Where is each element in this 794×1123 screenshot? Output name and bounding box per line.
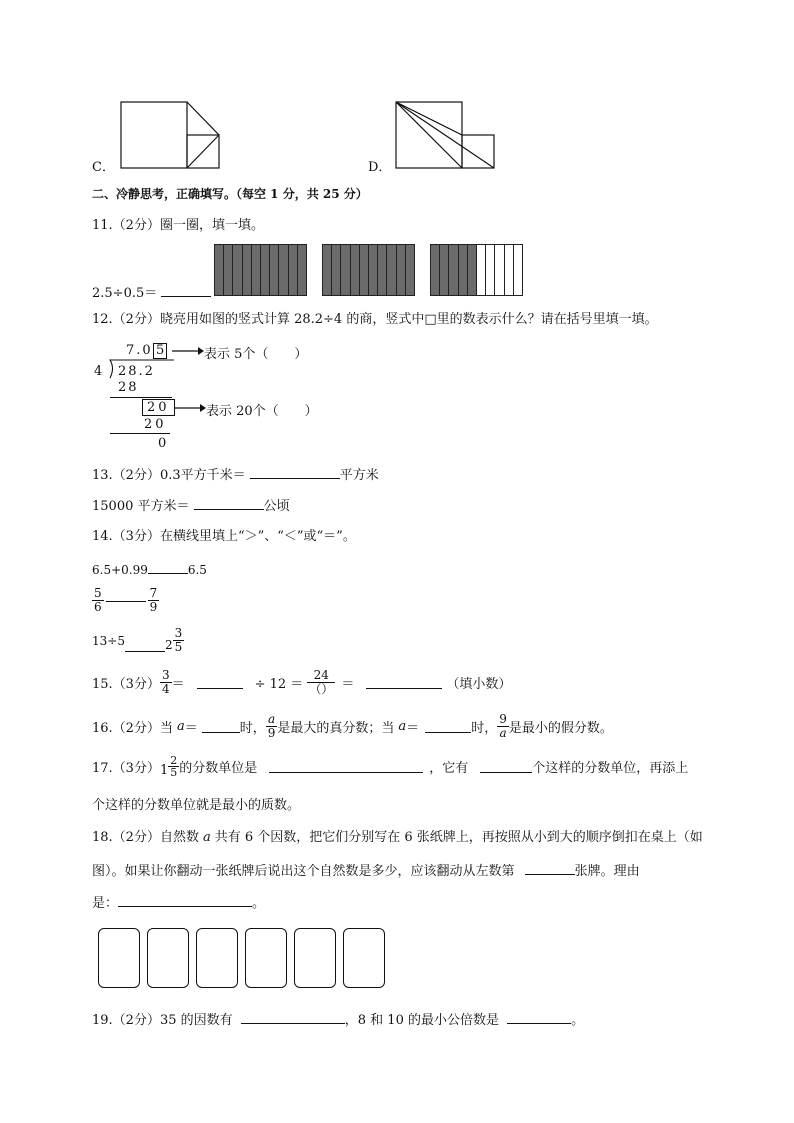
q11-expression	[92, 284, 211, 302]
q14-row1	[92, 561, 207, 578]
q16-p4: 是最大的真分数；当	[277, 721, 395, 736]
strip-segment	[243, 245, 252, 295]
face-down-card	[196, 928, 238, 988]
strip-segment	[397, 245, 406, 295]
q17-p2: ，它有	[429, 761, 469, 776]
frac-num: 2	[170, 754, 178, 767]
q16-p6: 时，	[471, 721, 498, 736]
q13-line2-suffix: 公顷	[263, 499, 290, 514]
q14-row2	[92, 587, 159, 614]
q16-p3: 时，	[239, 721, 266, 736]
frac-den: a	[499, 726, 507, 740]
q13-blank1[interactable]	[250, 466, 340, 479]
strip-segment	[360, 245, 369, 295]
q13-line1	[92, 466, 379, 484]
q15-frac	[160, 669, 172, 696]
q13-line2-prefix: 15000 平方米＝	[92, 499, 190, 514]
strip-segment	[270, 245, 279, 295]
q18-line1-b: 共有 6 个因数，把它们分别写在 6 张纸牌上，再按照从小到大的顺序倒扣在桌上（如	[214, 830, 703, 845]
q15-div: ÷ 12 ＝	[254, 677, 304, 692]
q18-line3-b: 。	[252, 896, 266, 911]
strip-segment	[341, 245, 350, 295]
q13-line2	[92, 497, 290, 515]
option-c-label: C．	[92, 160, 115, 175]
q17-blank2[interactable]	[480, 760, 532, 773]
strip-segment	[440, 245, 449, 295]
face-down-card	[343, 928, 385, 988]
q17-line2: 个这样的分数单位就是最小的质数。	[92, 798, 301, 813]
q14-row2-left-frac	[92, 587, 104, 614]
frac-num: 7	[149, 586, 158, 600]
q12-step3: 20	[144, 417, 167, 432]
strip-segment	[378, 245, 387, 295]
q16-frac2	[497, 713, 509, 740]
frac-num: 3	[161, 668, 170, 682]
strip-segment	[468, 245, 477, 295]
q15-suffix: （填小数）	[446, 677, 512, 692]
q13-line1-prefix: 13.（2分）0.3平方千米＝	[92, 468, 246, 483]
q18-line3	[92, 894, 265, 912]
q15-blank1[interactable]	[197, 676, 243, 689]
q17-mixed-whole: 1	[159, 763, 169, 778]
q19-blank1[interactable]	[241, 1011, 345, 1024]
strip-segment	[406, 245, 414, 295]
q11-text: 11.（2分）圈一圈，填一填。	[92, 218, 264, 233]
q12-rule-2	[110, 433, 170, 434]
q16-p5: ＝	[406, 721, 420, 736]
frac-den: 6	[94, 600, 102, 614]
q17-p1: 的分数单位是	[179, 761, 258, 776]
strip-segment	[252, 245, 261, 295]
q13-blank2[interactable]	[194, 497, 264, 510]
q18-line2	[92, 862, 640, 880]
q18-blank2[interactable]	[118, 894, 252, 907]
q17-p3: 个这样的分数单位，再添上	[532, 761, 689, 776]
strip-segment	[332, 245, 341, 295]
strip-segment	[459, 245, 468, 295]
strip-segment	[233, 245, 242, 295]
q18-line3-a: 是：	[92, 896, 119, 911]
q15-prefix: 15.（3分）	[92, 677, 160, 692]
q14-row1-left: 6.5+0.99	[92, 563, 148, 577]
q11-expr: 2.5÷0.5＝	[92, 286, 158, 301]
strip-segment	[369, 245, 378, 295]
q17-mixed-frac	[168, 755, 179, 778]
q16-p7: 是最小的假分数。	[508, 721, 613, 736]
q19-p3: 。	[571, 1013, 585, 1028]
strip-segment	[298, 245, 306, 295]
strip-segment	[495, 245, 504, 295]
strip-segment	[387, 245, 396, 295]
frac-num: a	[266, 713, 278, 727]
q14-row3-whole: 2	[164, 637, 173, 652]
q14-blank2[interactable]	[106, 600, 146, 602]
q17-row1	[92, 755, 688, 778]
frac-den: （）	[309, 682, 334, 696]
q12-dividend: 28.2	[118, 364, 155, 379]
option-c-figure	[118, 100, 224, 174]
q19-row	[92, 1011, 584, 1029]
option-d-figure	[394, 100, 498, 174]
q18-line1	[92, 830, 703, 846]
q17-prefix: 17.（3分）	[92, 761, 160, 776]
frac-den: 5	[170, 766, 178, 779]
q17-blank1[interactable]	[269, 760, 423, 773]
q12-quotient: 7.0	[126, 343, 153, 358]
option-d-label: D．	[368, 160, 392, 175]
section-title: 二、冷静思考，正确填写。（每空 1 分，共 25 分）	[92, 187, 368, 201]
frac-den: 9	[149, 600, 158, 614]
face-down-card	[245, 928, 287, 988]
q12-long-division	[92, 340, 332, 455]
option-c-svg	[118, 100, 224, 170]
q16-blank2[interactable]	[425, 720, 471, 733]
q15-eq: ＝	[171, 677, 185, 692]
q14-blank3[interactable]	[125, 639, 165, 652]
q18-line2-b: 张牌。理由	[574, 864, 640, 879]
q15-row	[92, 669, 511, 696]
q12-remainder: 0	[158, 436, 167, 451]
strip-segment	[279, 245, 288, 295]
q16-p2: ＝	[184, 721, 198, 736]
q18-line2-a: 图）。如果让你翻动一张纸牌后说出这个自然数是多少，应该翻动从左数第	[92, 864, 515, 879]
q15-blank2[interactable]	[366, 676, 442, 689]
q16-frac1	[266, 713, 278, 740]
strip-segment	[477, 245, 486, 295]
frac-num: 24	[307, 669, 335, 683]
face-down-card	[294, 928, 336, 988]
q14-row2-right-frac	[148, 587, 160, 614]
q12-note1: 表示 5个（ ）	[204, 347, 308, 362]
strip-segment	[261, 245, 270, 295]
q18-line1-a: 18.（2分）自然数	[92, 830, 199, 845]
strip-segment	[431, 245, 440, 295]
strip-segment	[505, 245, 514, 295]
strip-segment	[351, 245, 360, 295]
frac-den: 5	[174, 640, 183, 654]
q19-p2: ，8 和 10 的最小公倍数是	[344, 1013, 499, 1028]
q15-frac2	[307, 669, 335, 696]
q12-quotient-box: 5	[153, 343, 167, 359]
q11-strip-2	[322, 244, 415, 296]
q12-step1: 28	[118, 380, 139, 395]
q16-var-a: a	[176, 719, 185, 734]
frac-num: 5	[94, 586, 102, 600]
q14-row3-frac	[173, 627, 185, 654]
q19-p1: 19.（2分）35 的因数有	[92, 1013, 233, 1028]
q18-blank1[interactable]	[525, 862, 575, 875]
strip-segment	[323, 245, 332, 295]
frac-num: 9	[499, 712, 507, 726]
strip-segment	[215, 245, 224, 295]
strip-segment	[224, 245, 233, 295]
q18-var-a: a	[202, 830, 211, 845]
q16-row	[92, 713, 613, 740]
q14-row3	[92, 627, 184, 654]
frac-den: 9	[267, 726, 276, 740]
q12-note2: 表示 20个（ ）	[206, 404, 318, 419]
q19-blank2[interactable]	[507, 1011, 571, 1024]
q16-p1: 16.（2分）当	[92, 721, 173, 736]
strip-segment	[289, 245, 298, 295]
q16-var-a: a	[398, 719, 407, 734]
strip-segment	[449, 245, 458, 295]
face-down-card	[98, 928, 140, 988]
option-d-svg	[394, 100, 498, 170]
q11-answer-blank[interactable]	[161, 284, 211, 297]
arrow-right-icon	[174, 401, 206, 415]
q12-step2-box: 20	[142, 399, 175, 416]
q14-row3-left: 13÷5	[92, 633, 125, 648]
arrow-right-icon	[172, 344, 204, 358]
q15-eq2: ＝	[341, 677, 355, 692]
q14-text: 14.（3分）在横线里填上“＞”、“＜”或“＝”。	[92, 529, 356, 544]
q12-text: 12.（2分）晓亮用如图的竖式计算 28.2÷4 的商，竖式中□里的数表示什么？请在括号里填一填。	[92, 312, 658, 327]
q14-row1-right: 6.5	[187, 563, 207, 577]
q11-strip-1	[214, 244, 307, 296]
strip-segment	[486, 245, 495, 295]
frac-den: 4	[161, 682, 170, 696]
q11-strip-3	[430, 244, 523, 296]
face-down-card	[147, 928, 189, 988]
q12-rule-1	[110, 397, 172, 398]
q16-blank1[interactable]	[202, 720, 240, 733]
q14-blank1[interactable]	[148, 561, 188, 574]
q13-line1-suffix: 平方米	[339, 468, 379, 483]
q12-divisor: 4	[94, 364, 103, 379]
frac-num: 3	[174, 626, 183, 640]
strip-segment	[514, 245, 522, 295]
